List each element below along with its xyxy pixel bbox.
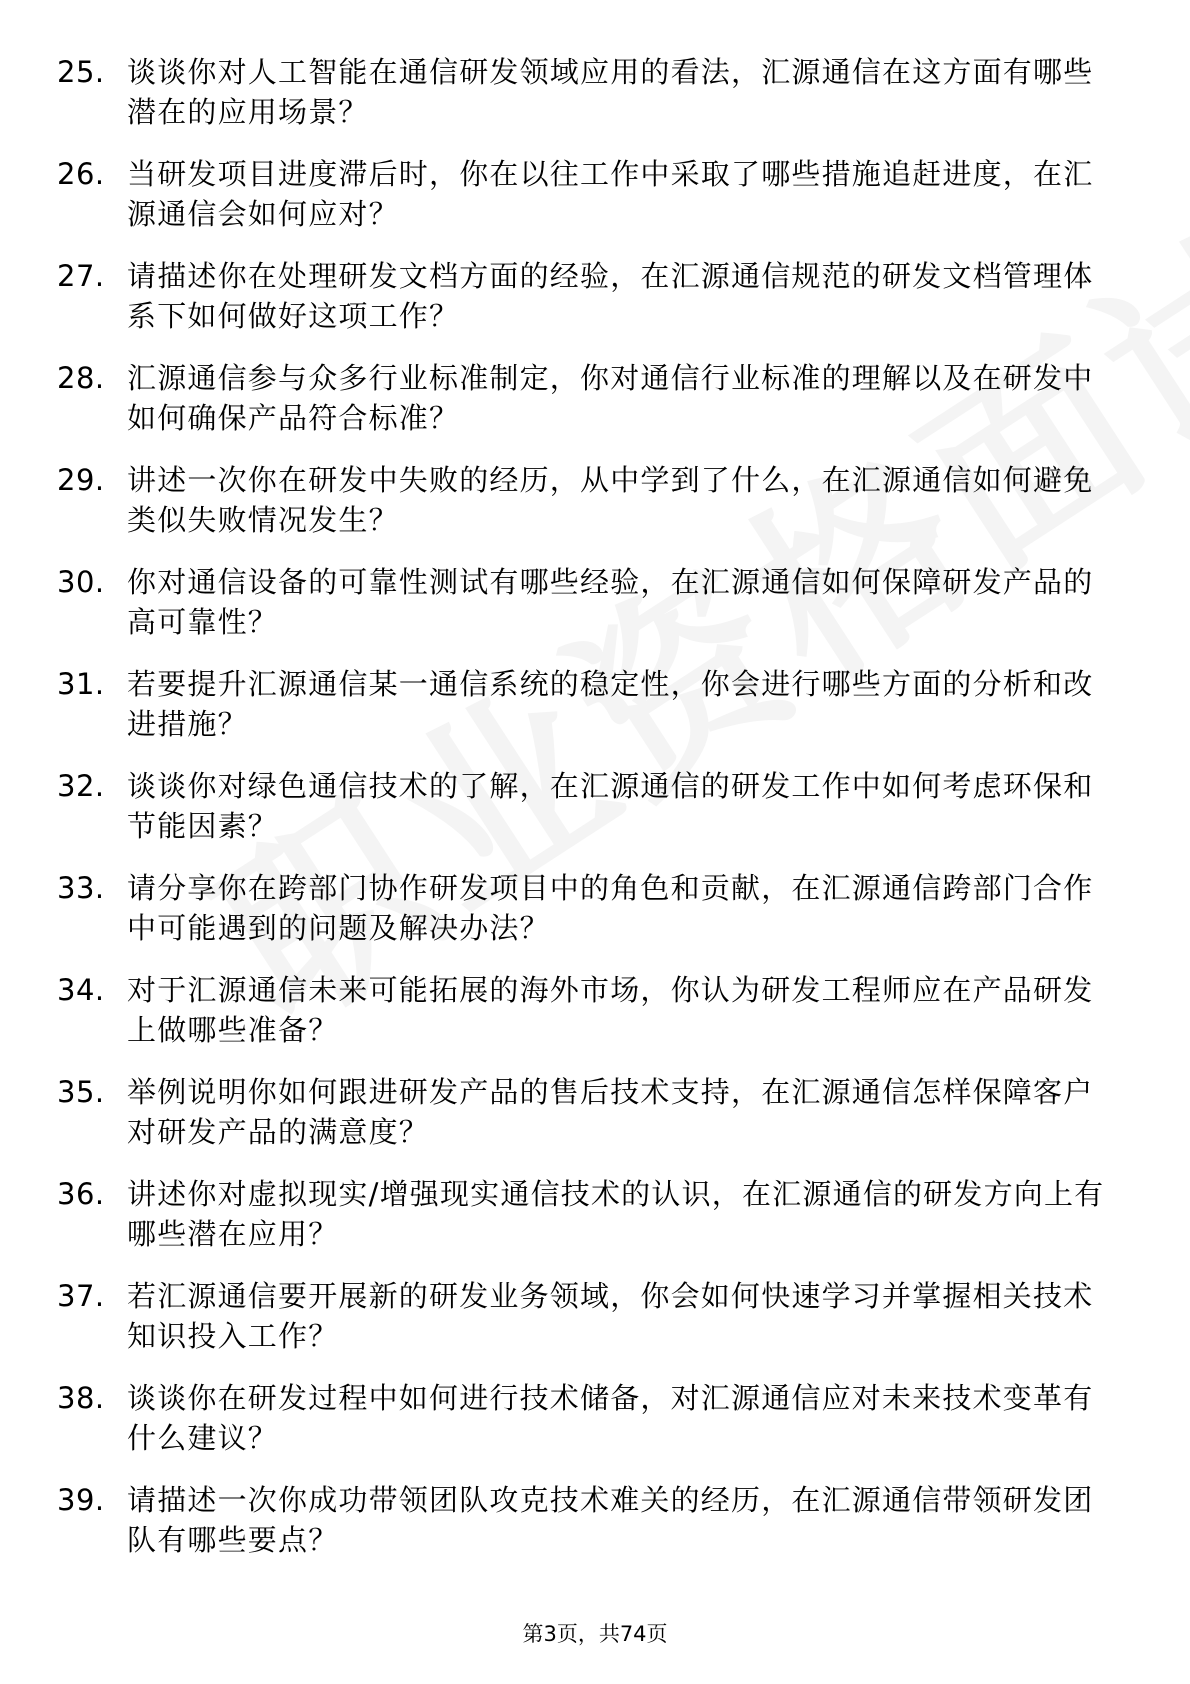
page-number: 第3页，共74页 (522, 1622, 668, 1646)
question-text: 讲述一次你在研发中失败的经历，从中学到了什么，在汇源通信如何避免类似失败情况发生？ (127, 463, 1094, 537)
question-text: 请分享你在跨部门协作研发项目中的角色和贡献，在汇源通信跨部门合作中可能遇到的问题及解决办法？ (127, 871, 1094, 945)
question-text: 你对通信设备的可靠性测试有哪些经验，在汇源通信如何保障研发产品的高可靠性？ (127, 565, 1094, 639)
question-number: 33. (57, 871, 105, 905)
question-text: 谈谈你在研发过程中如何进行技术储备，对汇源通信应对未来技术变革有什么建议？ (127, 1381, 1094, 1455)
question-text: 若要提升汇源通信某一通信系统的稳定性，你会进行哪些方面的分析和改进措施？ (127, 667, 1094, 741)
question-number: 37. (57, 1279, 105, 1313)
question-number: 34. (57, 973, 105, 1007)
list-item (0, 52, 1190, 154)
question-text: 讲述你对虚拟现实/增强现实通信技术的认识，在汇源通信的研发方向上有哪些潜在应用？ (127, 1177, 1105, 1251)
question-text: 谈谈你对绿色通信技术的了解，在汇源通信的研发工作中如何考虑环保和节能因素？ (127, 769, 1094, 843)
question-text: 对于汇源通信未来可能拓展的海外市场，你认为研发工程师应在产品研发上做哪些准备？ (127, 973, 1094, 1047)
question-number: 29. (57, 463, 105, 497)
question-number: 39. (57, 1483, 105, 1517)
list-item (0, 868, 1190, 970)
question-text: 请描述一次你成功带领团队攻克技术难关的经历，在汇源通信带领研发团队有哪些要点？ (127, 1483, 1094, 1557)
question-text: 举例说明你如何跟进研发产品的售后技术支持，在汇源通信怎样保障客户对研发产品的满意度？ (127, 1075, 1094, 1149)
list-item (0, 664, 1190, 766)
question-number: 26. (57, 157, 105, 191)
list-item (0, 1378, 1190, 1480)
list-item (0, 358, 1190, 460)
question-number: 27. (57, 259, 105, 293)
question-number: 30. (57, 565, 105, 599)
question-text: 请描述你在处理研发文档方面的经验，在汇源通信规范的研发文档管理体系下如何做好这项工作？ (127, 259, 1094, 333)
list-item (0, 1480, 1190, 1582)
list-item (0, 154, 1190, 256)
list-item (0, 970, 1190, 1072)
list-item (0, 460, 1190, 562)
list-item (0, 562, 1190, 664)
list-item (0, 1174, 1190, 1276)
question-number: 38. (57, 1381, 105, 1415)
list-item (0, 1072, 1190, 1174)
question-text: 若汇源通信要开展新的研发业务领域，你会如何快速学习并掌握相关技术知识投入工作？ (127, 1279, 1094, 1353)
question-number: 28. (57, 361, 105, 395)
question-number: 35. (57, 1075, 105, 1109)
question-number: 25. (57, 55, 105, 89)
question-number: 36. (57, 1177, 105, 1211)
list-item (0, 1276, 1190, 1378)
question-text: 汇源通信参与众多行业标准制定，你对通信行业标准的理解以及在研发中如何确保产品符合标准？ (127, 361, 1094, 435)
list-item (0, 256, 1190, 358)
list-item (0, 766, 1190, 868)
question-list (0, 52, 1190, 1582)
question-number: 31. (57, 667, 105, 701)
question-text: 谈谈你对人工智能在通信研发领域应用的看法，汇源通信在这方面有哪些潜在的应用场景？ (127, 55, 1094, 129)
question-text: 当研发项目进度滞后时，你在以往工作中采取了哪些措施追赶进度，在汇源通信会如何应对？ (127, 157, 1094, 231)
question-number: 32. (57, 769, 105, 803)
